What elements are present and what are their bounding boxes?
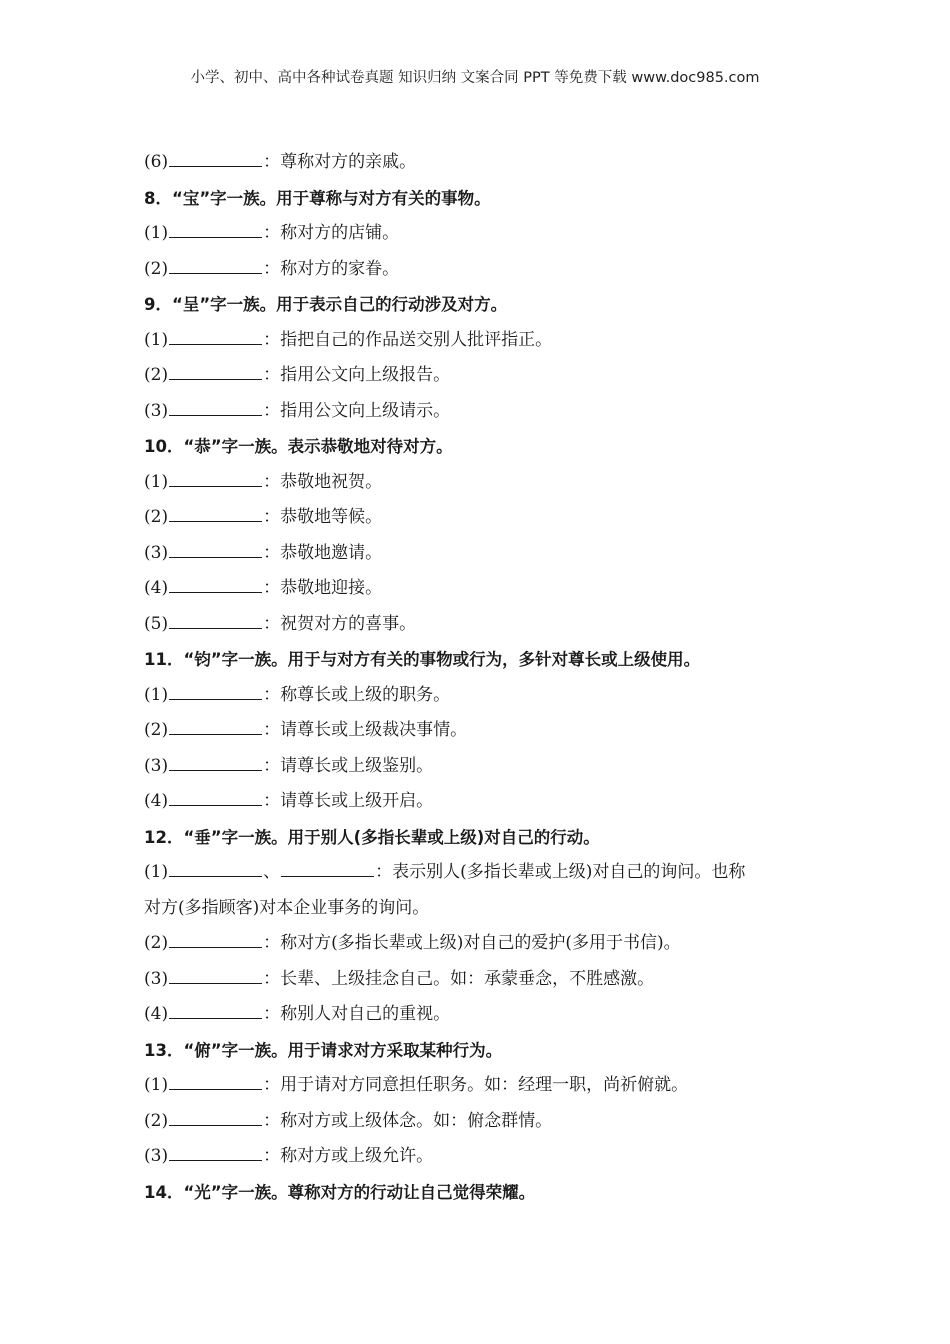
item-text: ：称对方的家眷。	[263, 258, 400, 279]
answer-blank[interactable]	[169, 787, 262, 806]
item-text: ：表示别人(多指长辈或上级)对自己的询问。也称	[375, 862, 746, 882]
item-text: ：长辈、上级挂念自己。如：承蒙垂念，不胜感激。	[263, 968, 655, 989]
question-item	[144, 571, 814, 607]
answer-blank[interactable]	[169, 148, 262, 167]
question-item	[144, 1068, 814, 1104]
item-number: (5)	[144, 613, 169, 634]
item-text: ：尊称对方的亲戚。	[263, 152, 417, 172]
section-heading	[144, 429, 814, 465]
item-text: ：祝贺对方的喜事。	[263, 613, 417, 634]
section-heading	[144, 642, 814, 678]
answer-blank[interactable]	[169, 468, 262, 487]
answer-blank[interactable]	[169, 716, 262, 735]
section-heading-text: 14．“光”字一族。尊称对方的行动让自己觉得荣耀。	[144, 1182, 536, 1202]
section-heading	[144, 181, 814, 217]
item-number: (1)	[144, 862, 169, 882]
item-number: (2)	[144, 365, 169, 385]
answer-blank[interactable]	[169, 503, 262, 522]
item-text: ：用于请对方同意担任职务。如：经理一职，尚祈俯就。	[263, 1075, 689, 1095]
item-number: (3)	[144, 400, 169, 421]
question-item	[144, 323, 814, 359]
question-item	[144, 997, 814, 1033]
item-text: ：指用公文向上级报告。	[263, 365, 451, 385]
item-text: ：指用公文向上级请示。	[263, 400, 451, 421]
item-separator: 、	[263, 862, 281, 882]
question-item	[144, 252, 814, 288]
section-heading-text: 13．“俯”字一族。用于请求对方采取某种行为。	[144, 1040, 503, 1060]
answer-blank[interactable]	[169, 1000, 262, 1019]
item-number: (1)	[144, 684, 169, 705]
item-number: (4)	[144, 578, 169, 598]
question-item	[144, 962, 814, 998]
question-item	[144, 536, 814, 572]
question-item	[144, 713, 814, 749]
item-number: (4)	[144, 1004, 169, 1024]
section-heading-text: 11．“钧”字一族。用于与对方有关的事物或行为，多针对尊长或上级使用。	[144, 650, 701, 669]
question-item	[144, 358, 814, 394]
section-heading-text: 8．“宝”字一族。用于尊称与对方有关的事物。	[144, 188, 491, 208]
answer-blank[interactable]	[169, 255, 262, 274]
item-text: ：请尊长或上级裁决事情。	[263, 720, 468, 740]
answer-blank[interactable]	[169, 610, 262, 629]
document-body	[144, 145, 814, 1210]
item-text: ：请尊长或上级鉴别。	[263, 755, 434, 776]
section-heading-text: 9．“呈”字一族。用于表示自己的行动涉及对方。	[144, 295, 508, 314]
item-number: (3)	[144, 1146, 169, 1166]
item-text: ：称对方或上级体念。如：俯念群情。	[263, 1110, 553, 1131]
item-text: ：恭敬地祝贺。	[263, 471, 383, 492]
answer-blank[interactable]	[169, 219, 262, 238]
question-item	[144, 145, 814, 181]
item-text: ：称对方或上级允许。	[263, 1146, 434, 1166]
item-text: ：称对方的店铺。	[263, 223, 400, 243]
answer-blank[interactable]	[169, 965, 262, 984]
answer-blank[interactable]	[169, 1107, 262, 1126]
question-item	[144, 500, 814, 536]
item-text: ：恭敬地迎接。	[263, 578, 383, 598]
question-item	[144, 465, 814, 501]
answer-blank[interactable]	[169, 1142, 262, 1161]
answer-blank[interactable]	[169, 752, 262, 771]
section-heading-text: 10．“恭”字一族。表示恭敬地对待对方。	[144, 437, 453, 456]
item-number: (3)	[144, 968, 169, 989]
item-number: (1)	[144, 1075, 169, 1095]
item-text: ：称尊长或上级的职务。	[263, 684, 451, 705]
question-item	[144, 749, 814, 785]
question-item	[144, 678, 814, 714]
item-number: (3)	[144, 542, 169, 563]
answer-blank[interactable]	[281, 858, 374, 877]
answer-blank[interactable]	[169, 1071, 262, 1090]
section-heading	[144, 820, 814, 856]
section-heading	[144, 1175, 814, 1211]
answer-blank[interactable]	[169, 539, 262, 558]
answer-blank[interactable]	[169, 574, 262, 593]
item-number: (1)	[144, 471, 169, 492]
item-number: (2)	[144, 720, 169, 740]
section-heading	[144, 1033, 814, 1069]
answer-blank[interactable]	[169, 326, 262, 345]
item-number: (1)	[144, 329, 169, 350]
item-number: (1)	[144, 223, 169, 243]
question-item	[144, 855, 814, 891]
answer-blank[interactable]	[169, 858, 262, 877]
page-header: 小学、初中、高中各种试卷真题 知识归纳 文案合同 PPT 等免费下载 www.doc985.com	[190, 70, 760, 86]
answer-blank[interactable]	[169, 361, 262, 380]
item-number: (2)	[144, 258, 169, 279]
item-text: ：恭敬地邀请。	[263, 542, 383, 563]
answer-blank[interactable]	[169, 929, 262, 948]
question-item	[144, 926, 814, 962]
item-number: (2)	[144, 507, 169, 527]
question-item	[144, 1139, 814, 1175]
question-item	[144, 216, 814, 252]
item-text: 对方(多指顾客)对本企业事务的询问。	[144, 897, 430, 918]
item-number: (2)	[144, 1110, 169, 1131]
section-heading	[144, 287, 814, 323]
continuation-text	[144, 891, 814, 927]
item-number: (2)	[144, 933, 169, 953]
question-item	[144, 394, 814, 430]
item-number: (3)	[144, 755, 169, 776]
answer-blank[interactable]	[169, 397, 262, 416]
item-text: ：指把自己的作品送交别人批评指正。	[263, 329, 553, 350]
item-number: (6)	[144, 152, 169, 172]
item-text: ：称对方(多指长辈或上级)对自己的爱护(多用于书信)。	[263, 933, 681, 953]
item-number: (4)	[144, 791, 169, 811]
question-item	[144, 784, 814, 820]
question-item	[144, 1104, 814, 1140]
section-heading-text: 12．“垂”字一族。用于别人(多指长辈或上级)对自己的行动。	[144, 827, 600, 847]
question-item	[144, 607, 814, 643]
item-text: ：请尊长或上级开启。	[263, 791, 434, 811]
item-text: ：恭敬地等候。	[263, 507, 383, 527]
item-text: ：称别人对自己的重视。	[263, 1004, 451, 1024]
answer-blank[interactable]	[169, 681, 262, 700]
